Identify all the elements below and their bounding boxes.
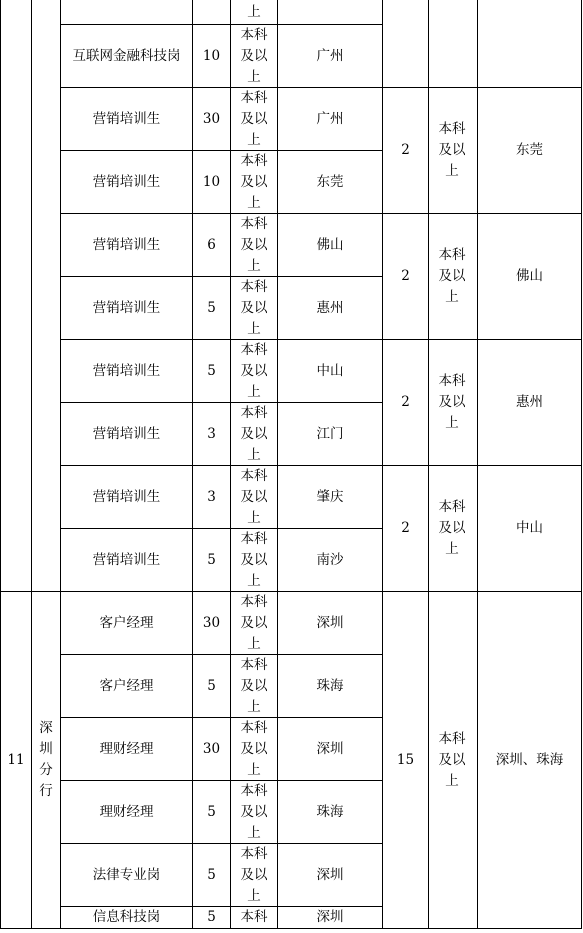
group-location: 佛山 [516, 268, 543, 284]
group-location: 深圳、珠海 [495, 751, 564, 768]
group-location: 中山 [516, 520, 543, 536]
headcount: 5 [207, 299, 216, 316]
branch-name: 深圳分行 [39, 720, 53, 799]
education-requirement: 本科及以上 [240, 656, 268, 715]
headcount: 10 [202, 47, 221, 64]
headcount: 30 [202, 110, 221, 127]
post-title: 营销培训生 [92, 425, 161, 442]
work-location: 珠海 [316, 803, 344, 820]
post-title: 信息科技岗 [92, 909, 161, 925]
education-requirement: 本科及以上 [240, 89, 268, 148]
work-location: 珠海 [316, 677, 344, 694]
group-education: 本科及以上 [438, 730, 466, 789]
group-count: 2 [401, 394, 410, 410]
headcount: 3 [207, 425, 216, 442]
headcount: 5 [207, 677, 216, 694]
work-location: 深圳 [316, 909, 344, 925]
education-requirement: 本科及以上 [240, 404, 268, 463]
group-education: 本科及以上 [438, 373, 466, 431]
work-location: 中山 [316, 362, 344, 379]
headcount: 5 [207, 909, 216, 925]
headcount: 30 [202, 614, 221, 631]
education-fragment: 上 [247, 3, 261, 20]
group-count: 2 [401, 268, 410, 284]
group-count: 2 [401, 142, 410, 158]
post-title: 营销培训生 [92, 299, 161, 316]
post-title: 理财经理 [99, 740, 154, 757]
education-requirement: 本科及以上 [240, 719, 268, 778]
education-requirement: 本科及以上 [240, 782, 268, 841]
education-requirement: 本科及以上 [240, 845, 268, 904]
work-location: 深圳 [316, 740, 344, 757]
post-title: 理财经理 [99, 803, 154, 820]
headcount: 5 [207, 803, 216, 820]
headcount: 5 [207, 362, 216, 379]
post-title: 客户经理 [99, 614, 154, 631]
education-requirement: 本科及以上 [240, 341, 268, 400]
education-requirement: 本科及以上 [240, 278, 268, 337]
headcount: 6 [207, 236, 216, 253]
work-location: 惠州 [316, 299, 344, 316]
education-requirement: 本科及以上 [240, 152, 268, 211]
education-requirement: 本科及以上 [240, 467, 268, 526]
rule-col1 [31, 0, 32, 929]
group-count: 15 [396, 751, 415, 768]
post-title: 营销培训生 [92, 488, 161, 505]
rule-col9 [581, 0, 582, 929]
work-location: 深圳 [316, 614, 344, 631]
work-location: 深圳 [316, 866, 344, 883]
group-education: 本科及以上 [438, 247, 466, 305]
education-requirement: 本科及以上 [240, 215, 268, 274]
rule-bottom [0, 928, 582, 929]
post-title: 客户经理 [99, 677, 154, 694]
work-location: 广州 [316, 47, 344, 64]
rule-col7 [428, 0, 429, 929]
work-location: 广州 [316, 110, 344, 127]
post-title: 营销培训生 [92, 362, 161, 379]
headcount: 5 [207, 866, 216, 883]
work-location: 东莞 [316, 173, 344, 190]
post-title: 营销培训生 [92, 173, 161, 190]
work-location: 佛山 [316, 236, 344, 253]
education-requirement: 本科及以上 [240, 530, 268, 589]
branch-number: 11 [7, 751, 25, 768]
education-requirement: 本科及以上 [240, 26, 268, 85]
headcount: 30 [202, 740, 221, 757]
headcount: 5 [207, 551, 216, 568]
education-requirement: 本科 [240, 909, 268, 925]
work-location: 肇庆 [316, 488, 344, 505]
work-location: 江门 [316, 425, 344, 442]
post-title: 营销培训生 [92, 110, 161, 127]
group-education: 本科及以上 [438, 499, 466, 557]
work-location: 南沙 [316, 551, 344, 568]
group-count: 2 [401, 520, 410, 536]
headcount: 3 [207, 488, 216, 505]
rule-col4 [230, 0, 231, 929]
post-title: 营销培训生 [92, 236, 161, 253]
education-requirement: 本科及以上 [240, 593, 268, 652]
group-location: 东莞 [516, 142, 543, 158]
headcount: 10 [202, 173, 221, 190]
post-title: 互联网金融科技岗 [72, 47, 181, 64]
post-title: 营销培训生 [92, 551, 161, 568]
group-location: 惠州 [516, 394, 543, 410]
post-title: 法律专业岗 [92, 866, 161, 883]
group-education: 本科及以上 [438, 121, 466, 179]
